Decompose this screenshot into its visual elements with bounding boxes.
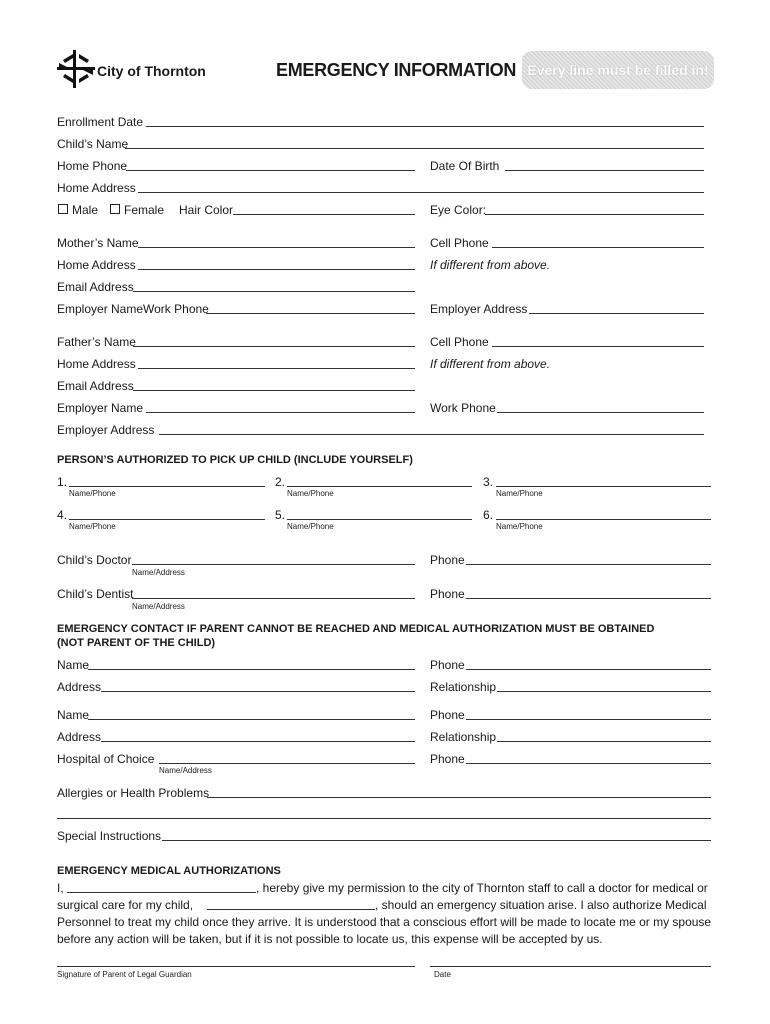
enrollment-date-field[interactable] — [146, 126, 704, 127]
special-instructions-label: Special Instructions — [57, 829, 162, 843]
special-instructions-field[interactable] — [162, 840, 711, 841]
date-of-birth-field[interactable] — [505, 170, 704, 171]
father-employer-field[interactable] — [146, 412, 415, 413]
pickup-field-5[interactable] — [287, 519, 472, 520]
pickup-heading: PERSON’S AUTHORIZED TO PICK UP CHILD (INCLUDE YOURSELF) — [57, 454, 413, 466]
auth-line-1-end: , hereby give my permission to the city of Thornton staff to call a doctor for medical or — [256, 881, 708, 895]
child-name-auth-field[interactable] — [207, 909, 375, 910]
contact2-phone-field[interactable] — [466, 719, 711, 720]
pickup-number-3: 3. — [483, 475, 494, 489]
mother-email-label: Email Address — [57, 280, 134, 294]
contact2-phone-label: Phone — [430, 708, 465, 722]
auth-line-2-start: surgical care for my child, — [57, 898, 194, 912]
pickup-number-5: 5. — [275, 508, 286, 522]
doctor-label: Child’s Doctor — [57, 553, 132, 567]
contact1-relationship-field[interactable] — [497, 691, 711, 692]
doctor-phone-label: Phone — [430, 553, 465, 567]
auth-line-3: Personnel to treat my child once they arrive. It is understood that a conscious effort will be made to locate me or my spouse — [57, 915, 712, 929]
hospital-field[interactable] — [159, 763, 415, 764]
father-employer-address-label: Employer Address — [57, 423, 155, 437]
child-home-address-field[interactable] — [138, 192, 704, 193]
female-checkbox[interactable] — [110, 204, 120, 214]
eye-color-field[interactable] — [485, 214, 704, 215]
contact2-relationship-field[interactable] — [497, 741, 711, 742]
home-phone-label: Home Phone — [57, 159, 128, 173]
pickup-caption-4: Name/Phone — [69, 522, 116, 531]
hospital-phone-label: Phone — [430, 752, 465, 766]
father-address-label: Home Address — [57, 357, 136, 371]
mother-address-field[interactable] — [138, 269, 415, 270]
mother-employer-address-field[interactable] — [529, 313, 704, 314]
doctor-field[interactable] — [132, 564, 415, 565]
child-home-address-label: Home Address — [57, 181, 136, 195]
contact2-name-label: Name — [57, 708, 90, 722]
mother-name-field[interactable] — [138, 247, 415, 248]
date-field[interactable] — [430, 966, 711, 967]
hospital-phone-field[interactable] — [466, 763, 711, 764]
mother-address-label: Home Address — [57, 258, 136, 272]
emergency-heading-2: (NOT PARENT OF THE CHILD) — [57, 637, 216, 649]
auth-line-4: before any action will be taken, but if it is not possible to locate us, this expense will be accepted by us. — [57, 932, 603, 946]
hospital-label: Hospital of Choice — [57, 752, 155, 766]
hair-color-field[interactable] — [233, 214, 415, 215]
mother-employer-label: Employer NameWork Phone — [57, 302, 209, 316]
pickup-field-3[interactable] — [496, 486, 711, 487]
mother-employer-address-label: Employer Address — [430, 302, 528, 316]
father-name-field[interactable] — [133, 346, 415, 347]
contact1-address-label: Address — [57, 680, 102, 694]
contact1-name-label: Name — [57, 658, 90, 672]
auth-line-1-start: I, — [57, 881, 64, 895]
contact1-relationship-label: Relationship — [430, 680, 497, 694]
allergies-label: Allergies or Health Problems — [57, 786, 210, 800]
mother-employer-field[interactable] — [206, 313, 415, 314]
doctor-caption: Name/Address — [132, 568, 185, 577]
date-caption: Date — [434, 970, 451, 979]
allergies-field-line-2[interactable] — [57, 818, 711, 819]
pickup-number-4: 4. — [57, 508, 68, 522]
dentist-label: Child’s Dentist — [57, 587, 134, 601]
dentist-phone-label: Phone — [430, 587, 465, 601]
authorization-heading: EMERGENCY MEDICAL AUTHORIZATIONS — [57, 865, 281, 877]
pickup-caption-2: Name/Phone — [287, 489, 334, 498]
father-work-phone-field[interactable] — [497, 412, 704, 413]
pickup-field-6[interactable] — [496, 519, 711, 520]
father-address-field[interactable] — [138, 368, 415, 369]
contact2-address-label: Address — [57, 730, 102, 744]
mother-cell-field[interactable] — [492, 247, 704, 248]
hair-color-label: Hair Color — [179, 203, 234, 217]
female-label: Female — [124, 203, 165, 217]
enrollment-date-label: Enrollment Date — [57, 115, 144, 129]
home-phone-field[interactable] — [126, 170, 415, 171]
doctor-phone-field[interactable] — [466, 564, 711, 565]
father-work-phone-label: Work Phone — [430, 401, 496, 415]
pickup-number-6: 6. — [483, 508, 494, 522]
page-title: EMERGENCY INFORMATION — [276, 60, 517, 80]
hospital-caption: Name/Address — [159, 766, 212, 775]
signature-field[interactable] — [57, 966, 415, 967]
pickup-field-2[interactable] — [287, 486, 472, 487]
father-cell-label: Cell Phone — [430, 335, 489, 349]
dentist-field[interactable] — [132, 598, 415, 599]
allergies-field[interactable] — [207, 797, 711, 798]
father-if-different-note: If different from above. — [430, 357, 551, 371]
pickup-number-2: 2. — [275, 475, 286, 489]
date-of-birth-label: Date Of Birth — [430, 159, 500, 173]
parent-name-field[interactable] — [67, 892, 256, 893]
dentist-caption: Name/Address — [132, 602, 185, 611]
contact1-name-field[interactable] — [88, 669, 415, 670]
contact1-address-field[interactable] — [101, 691, 415, 692]
contact2-name-field[interactable] — [88, 719, 415, 720]
contact1-phone-label: Phone — [430, 658, 465, 672]
father-cell-field[interactable] — [492, 346, 704, 347]
contact2-address-field[interactable] — [101, 741, 415, 742]
father-email-field[interactable] — [133, 390, 415, 391]
mother-if-different-note: If different from above. — [430, 258, 551, 272]
notice-badge: Every line must be filled in! — [522, 51, 714, 89]
father-employer-address-field[interactable] — [159, 434, 704, 435]
pickup-caption-5: Name/Phone — [287, 522, 334, 531]
male-checkbox[interactable] — [58, 204, 68, 214]
pickup-field-4[interactable] — [69, 519, 265, 520]
mother-name-label: Mother’s Name — [57, 236, 139, 250]
pickup-caption-6: Name/Phone — [496, 522, 543, 531]
pickup-number-1: 1. — [57, 475, 68, 489]
contact2-relationship-label: Relationship — [430, 730, 497, 744]
dentist-phone-field[interactable] — [466, 598, 711, 599]
child-name-field[interactable] — [125, 148, 704, 149]
father-email-label: Email Address — [57, 379, 134, 393]
father-name-label: Father’s Name — [57, 335, 136, 349]
father-employer-label: Employer Name — [57, 401, 144, 415]
signature-caption: Signature of Parent of Legal Guardian — [57, 970, 192, 979]
pickup-caption-3: Name/Phone — [496, 489, 543, 498]
city-logo-icon — [55, 48, 97, 90]
contact1-phone-field[interactable] — [466, 669, 711, 670]
mother-cell-label: Cell Phone — [430, 236, 489, 250]
pickup-field-1[interactable] — [69, 486, 265, 487]
auth-line-2-end: , should an emergency situation arise. I also authorize Medical — [375, 898, 707, 912]
logo-text: City of Thornton — [97, 63, 206, 79]
male-label: Male — [72, 203, 99, 217]
emergency-heading-1: EMERGENCY CONTACT IF PARENT CANNOT BE REACHED AND MEDICAL AUTHORIZATION MUST BE OBTAINED — [57, 623, 655, 635]
pickup-caption-1: Name/Phone — [69, 489, 116, 498]
child-name-label: Child’s Name — [57, 137, 129, 151]
eye-color-label: Eye Color: — [430, 203, 487, 217]
mother-email-field[interactable] — [133, 291, 415, 292]
